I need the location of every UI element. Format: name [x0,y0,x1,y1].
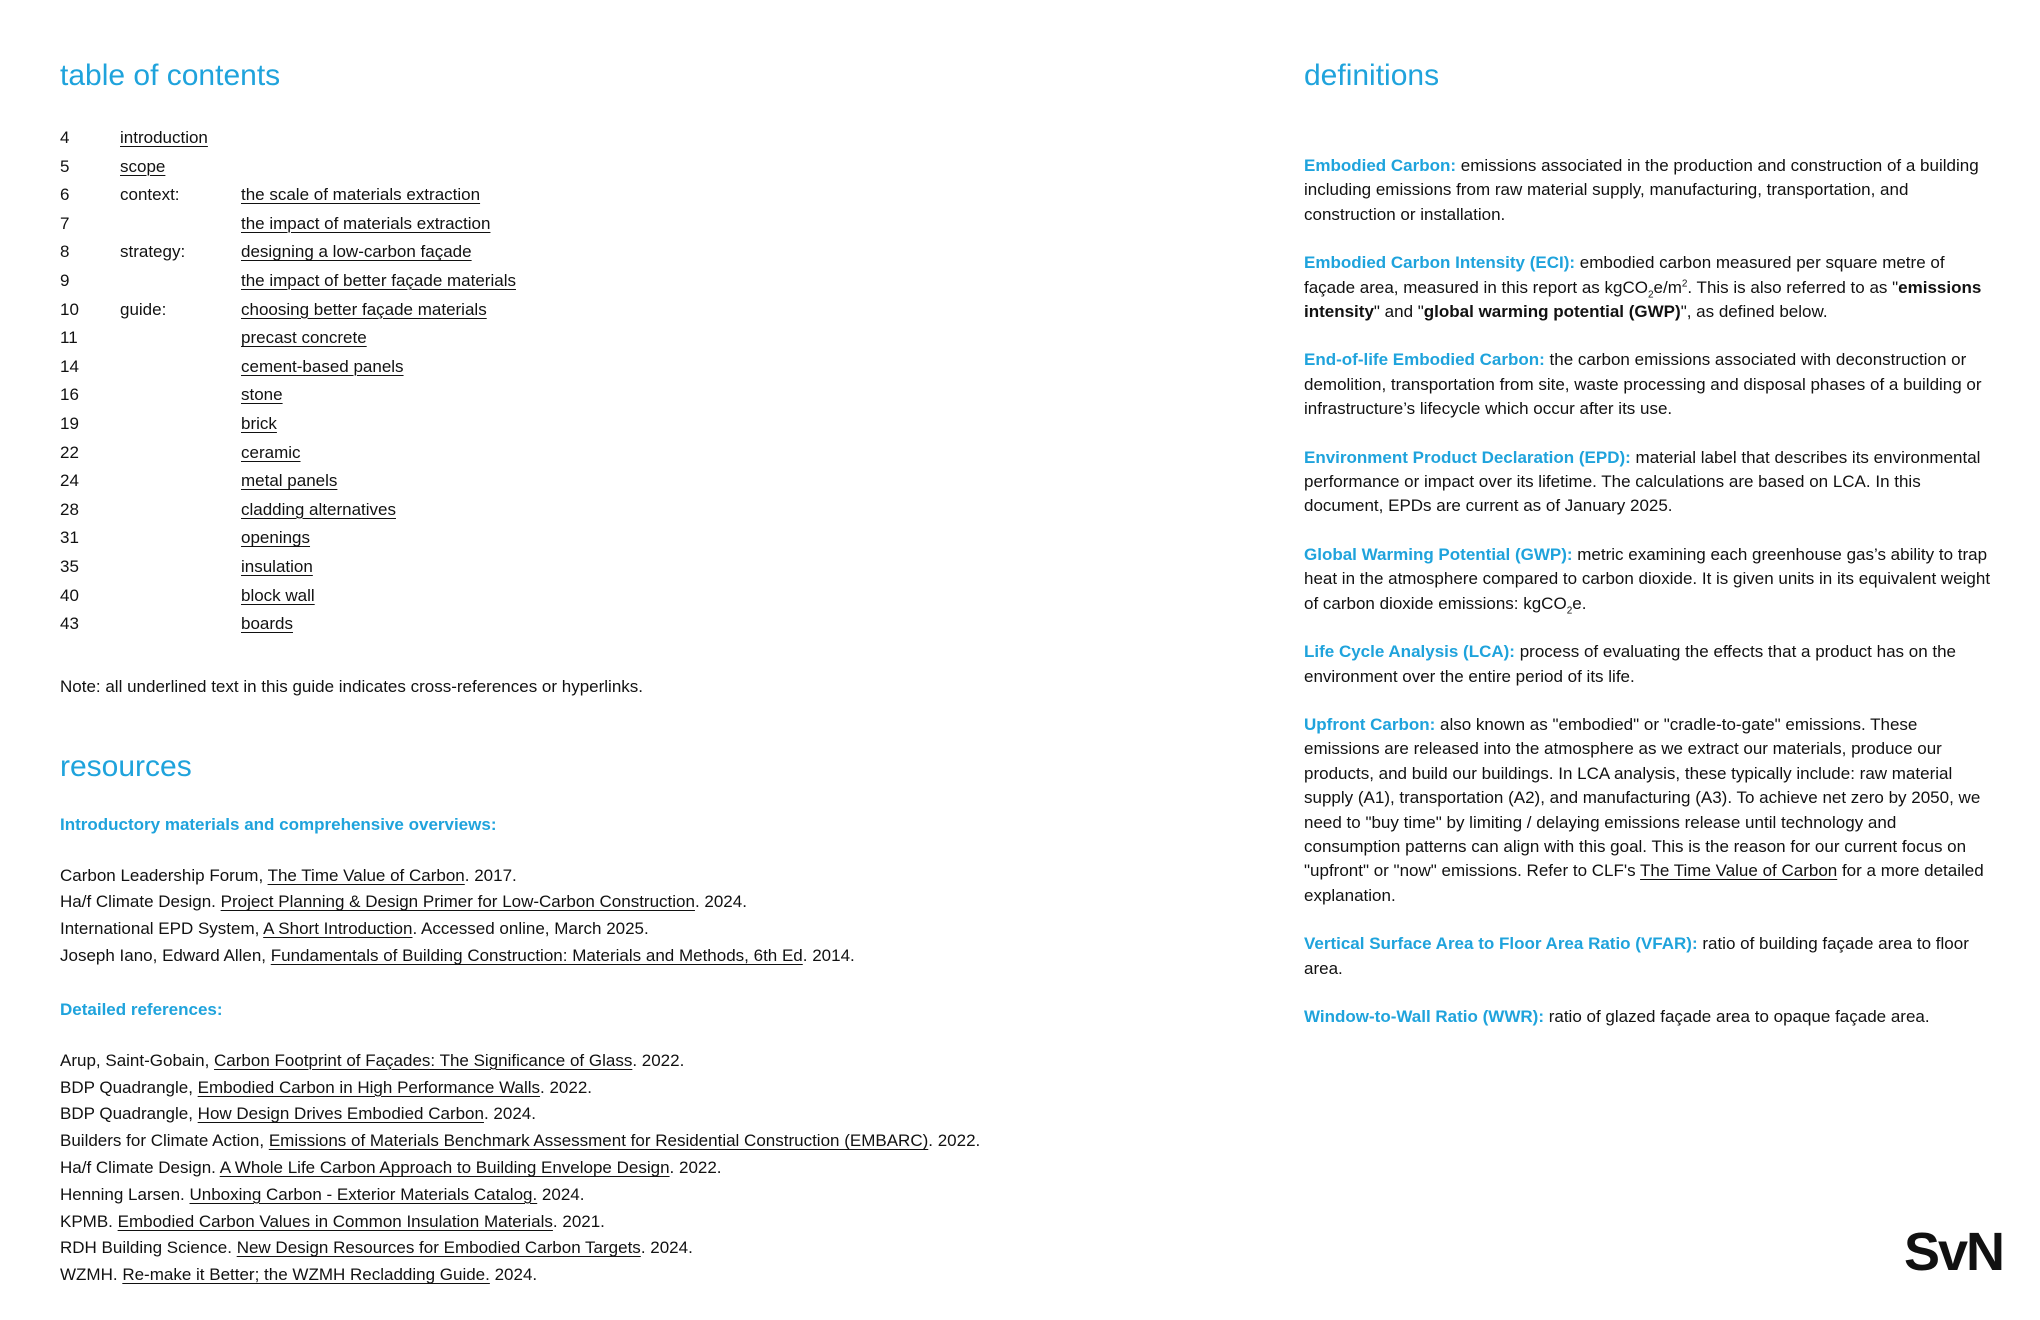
ref-item [60,889,1210,916]
ref-year: . Accessed online, March 2025. [412,919,649,939]
toc-page-number: 7 [60,213,70,233]
definition-text: ratio of glazed façade area to opaque façade area. [1543,1006,1930,1026]
subscript: 2 [1647,289,1654,301]
toc-page-number: 40 [60,585,79,605]
definition-text: also known as "embodied" or "cradle-to-gate" emissions. These emissions are released into the atmosphere as we extract our materials, produce our products, and build our buildings. In LCA analysis, these typically include: raw material supply (A1), transportation (A2), and manufacturing (A3). To achieve net zero by 2050, we need to "buy time" by limiting / delaying emissions release until technology and consumption patterns can align with this goal. This is the reason for our current focus on "upfront" or "now" emissions. Refer to CLF's [1304,714,1981,881]
definition-text: emissions associated in the production and construction of a building including emissions from raw material supply, manufacturing, transportation, and construction or installation. [1304,156,1979,224]
ref-author: KPMB. [60,1211,118,1231]
ref-link[interactable]: Emissions of Materials Benchmark Assessment for Residential Construction (EMBARC) [268,1131,929,1151]
ref-author: Joseph Iano, Edward Allen, [60,946,271,966]
ref-item [60,1075,1210,1102]
ref-year: . 2017. [464,865,517,885]
toc-section-label [120,582,241,611]
toc-row [60,267,1210,296]
toc-section-label: strategy: [120,242,186,262]
toc-section-label [120,353,241,382]
toc-link[interactable]: designing a low-carbon façade [241,242,472,262]
ref-link[interactable]: Fundamentals of Building Construction: Materials and Methods, 6th Ed [270,946,803,966]
ref-link[interactable]: A Whole Life Carbon Approach to Building Envelope Design [219,1158,670,1178]
definitions-list [1304,154,1994,1029]
ref-item [60,943,1210,970]
definition-text: e. [1572,593,1587,613]
toc-page-number: 11 [60,328,78,348]
toc-page-number: 14 [60,356,79,376]
definition-text: metric examining each greenhouse gas’s ability to trap heat in the atmosphere compared to carbon dioxide. It is given units in its equivalent weight of carbon dioxide emissions: kgCO [1304,544,1991,613]
toc-row [60,582,1210,611]
toc-page-number: 43 [60,614,79,634]
ref-item [60,916,1210,943]
toc-row [60,410,1210,439]
superscript: 2 [1681,277,1688,289]
definition-epd [1304,446,1994,519]
toc-row [60,467,1210,496]
toc-page-number: 35 [60,556,79,576]
toc-link[interactable]: openings [241,528,311,548]
toc-row [60,439,1210,468]
definition-text: . This is also referred to as " [1687,277,1899,297]
definitions-title: definitions [1304,59,1440,92]
definition-term: End-of-life Embodied Carbon: [1304,350,1545,370]
toc-link[interactable]: the scale of materials extraction [241,185,481,205]
toc-row [60,153,1210,182]
definition-text: " and " [1373,302,1424,322]
toc-section-label [120,439,241,468]
definition-term: Life Cycle Analysis (LCA): [1304,642,1515,662]
ref-link[interactable]: Embodied Carbon in High Performance Walls [197,1077,541,1097]
toc-page-number: 19 [60,413,79,433]
toc-link[interactable]: insulation [241,556,313,576]
toc-link-scope[interactable]: scope [120,156,166,176]
definition-lca [1304,640,1994,689]
toc-section-label: guide: [120,299,167,319]
toc-page-number: 16 [60,385,79,405]
toc-title: table of contents [60,59,281,92]
definition-term: Embodied Carbon Intensity (ECI): [1304,253,1576,273]
ref-author: RDH Building Science. [60,1238,237,1258]
toc-row [60,524,1210,553]
toc-section-label: context: [120,185,180,205]
toc-page-number: 22 [60,442,79,462]
ref-year: 2024. [537,1184,585,1204]
toc-section-label [120,324,241,353]
toc-row [60,238,1210,267]
definition-term: Environment Product Declaration (EPD): [1304,447,1631,467]
ref-year: . 2022. [540,1077,593,1097]
definition-text: process of evaluating the effects that a product has on the environment over the entire period of its life. [1304,642,1957,686]
definition-term: Vertical Surface Area to Floor Area Ratio (VFAR): [1304,934,1698,954]
toc-link[interactable]: brick [241,413,277,433]
definition-upfront-carbon [1304,713,1994,908]
subscript: 2 [1566,605,1573,617]
intro-heading: Introductory materials and comprehensive overviews: [60,814,497,834]
detailed-ref-list [60,1048,1210,1289]
ref-year: . 2014. [802,946,855,966]
ref-item [60,1182,1210,1209]
ref-year: . 2022. [928,1131,981,1151]
toc-link[interactable]: precast concrete [241,328,367,348]
ref-author: Carbon Leadership Forum, [60,865,268,885]
ref-link[interactable]: Project Planning & Design Primer for Low-Carbon Construction [220,892,695,912]
ref-item [60,1209,1210,1236]
ref-link[interactable]: Carbon Footprint of Façades: The Significance of Glass [214,1050,633,1070]
definition-term: Upfront Carbon: [1304,714,1436,734]
resources-section [60,749,1210,1289]
toc-page-number: 10 [60,299,79,319]
ref-item [60,1262,1210,1289]
definition-wwr [1304,1005,1994,1029]
toc-row [60,381,1210,410]
toc-row [60,210,1210,239]
ref-item [60,1155,1210,1182]
definition-link[interactable]: The Time Value of Carbon [1640,861,1838,881]
ref-item [60,1128,1210,1155]
definition-term: Window-to-Wall Ratio (WWR): [1304,1006,1544,1026]
definition-text: the carbon emissions associated with deconstruction or demolition, transportation from site, waste processing and disposal phases of a building or infrastructure’s lifecycle which occur after its use. [1304,350,1982,419]
toc-row [60,610,1210,639]
toc-section-label [120,410,241,439]
ref-year: 2024. [489,1265,538,1285]
intro-ref-list [60,863,1210,970]
definition-gwp [1304,543,1994,616]
toc-section-label [120,210,241,239]
detailed-heading: Detailed references: [60,999,223,1019]
definition-bold: emissions intensity [1304,277,1982,322]
resources-title: resources [60,749,192,783]
toc-row [60,553,1210,582]
ref-link[interactable]: Embodied Carbon Values in Common Insulation Materials [117,1211,553,1231]
ref-link[interactable]: Re-make it Better; the WZMH Recladding Guide. [122,1265,490,1285]
ref-author: Ha/f Climate Design. [60,1158,220,1178]
toc-section-label [120,381,241,410]
definition-text: for a more detailed explanation. [1304,861,1984,905]
toc-row [60,496,1210,525]
ref-year: . 2022. [632,1050,685,1070]
definition-embodied-carbon [1304,154,1994,227]
toc-link[interactable]: ceramic [241,442,301,462]
toc-row [60,353,1210,382]
toc-row [60,324,1210,353]
toc-section-label [120,467,241,496]
ref-author: BDP Quadrangle, [60,1104,198,1124]
toc-link[interactable]: cement-based panels [241,356,404,376]
definition-text: embodied carbon measured per square metre of façade area, measured in this report as kgCO [1304,253,1945,297]
ref-author: Ha/f Climate Design. [60,892,221,912]
ref-author: Builders for Climate Action, [60,1131,269,1151]
toc-page-number: 6 [60,185,70,205]
definition-bold: global warming potential (GWP) [1423,302,1681,322]
right-column [1304,58,1994,1053]
toc-link[interactable]: block wall [241,585,315,605]
toc-section-label [120,610,241,639]
toc-page-number: 31 [60,528,79,548]
toc-page-number: 5 [60,156,70,176]
definition-vfar [1304,932,1994,981]
ref-author: Henning Larsen. [60,1184,190,1204]
toc-link[interactable]: the impact of better façade materials [241,270,516,290]
definition-text: ", as defined below. [1680,302,1828,322]
toc-row [60,181,1210,210]
ref-year: . 2022. [669,1158,722,1178]
toc-page-number: 8 [60,242,70,262]
ref-item [60,1048,1210,1075]
toc-link[interactable]: boards [241,614,293,634]
toc-note: Note: all underlined text in this guide indicates cross-references or hyperlinks. [60,676,644,696]
ref-link[interactable]: The Time Value of Carbon [267,865,465,885]
ref-item [60,863,1210,890]
definition-eci [1304,251,1994,324]
toc-row [60,124,1210,153]
toc-page-number: 24 [60,471,79,491]
ref-author: BDP Quadrangle, [60,1077,198,1097]
toc-link[interactable]: the impact of materials extraction [241,213,491,233]
toc-link[interactable]: stone [241,385,283,405]
toc-row [60,296,1210,325]
ref-author: Arup, Saint-Gobain, [60,1050,215,1070]
ref-year: . 2021. [552,1211,605,1231]
toc-link[interactable]: choosing better façade materials [241,299,487,319]
definition-text: material label that describes its environmental performance or impact over its lifetime. The calculations are based on LCA. In this document, EPDs are current as of January 2025. [1304,447,1981,516]
svn-logo: SvN [1904,1222,2004,1282]
toc-section-label [120,553,241,582]
toc-section-label [120,524,241,553]
ref-author: International EPD System, [60,919,264,939]
toc-page-number: 4 [60,128,70,147]
toc-page-number: 9 [60,270,70,290]
definition-text: e/m [1653,277,1682,297]
definition-text: ratio of building façade area to floor area. [1304,934,1969,978]
toc-link-introduction[interactable]: introduction [120,128,208,147]
toc-list [60,124,1210,639]
definition-term: Embodied Carbon: [1304,156,1457,175]
left-column [60,58,1210,1289]
ref-link[interactable]: How Design Drives Embodied Carbon [197,1104,484,1124]
ref-year: . 2024. [640,1238,693,1258]
definition-term: Global Warming Potential (GWP): [1304,544,1573,564]
toc-link[interactable]: metal panels [241,471,338,491]
ref-item [60,1101,1210,1128]
ref-link[interactable]: A Short Introduction [263,919,413,939]
toc-link[interactable]: cladding alternatives [241,499,396,519]
toc-page-number: 28 [60,499,79,519]
toc-section-label [120,267,241,296]
ref-link[interactable]: Unboxing Carbon - Exterior Materials Catalog. [189,1184,538,1204]
definition-end-of-life [1304,348,1994,421]
ref-year: . 2024. [483,1104,536,1124]
ref-item [60,1235,1210,1262]
ref-link[interactable]: New Design Resources for Embodied Carbon Targets [236,1238,641,1258]
ref-year: . 2024. [694,892,747,912]
ref-author: WZMH. [60,1265,123,1285]
toc-section-label [120,496,241,525]
